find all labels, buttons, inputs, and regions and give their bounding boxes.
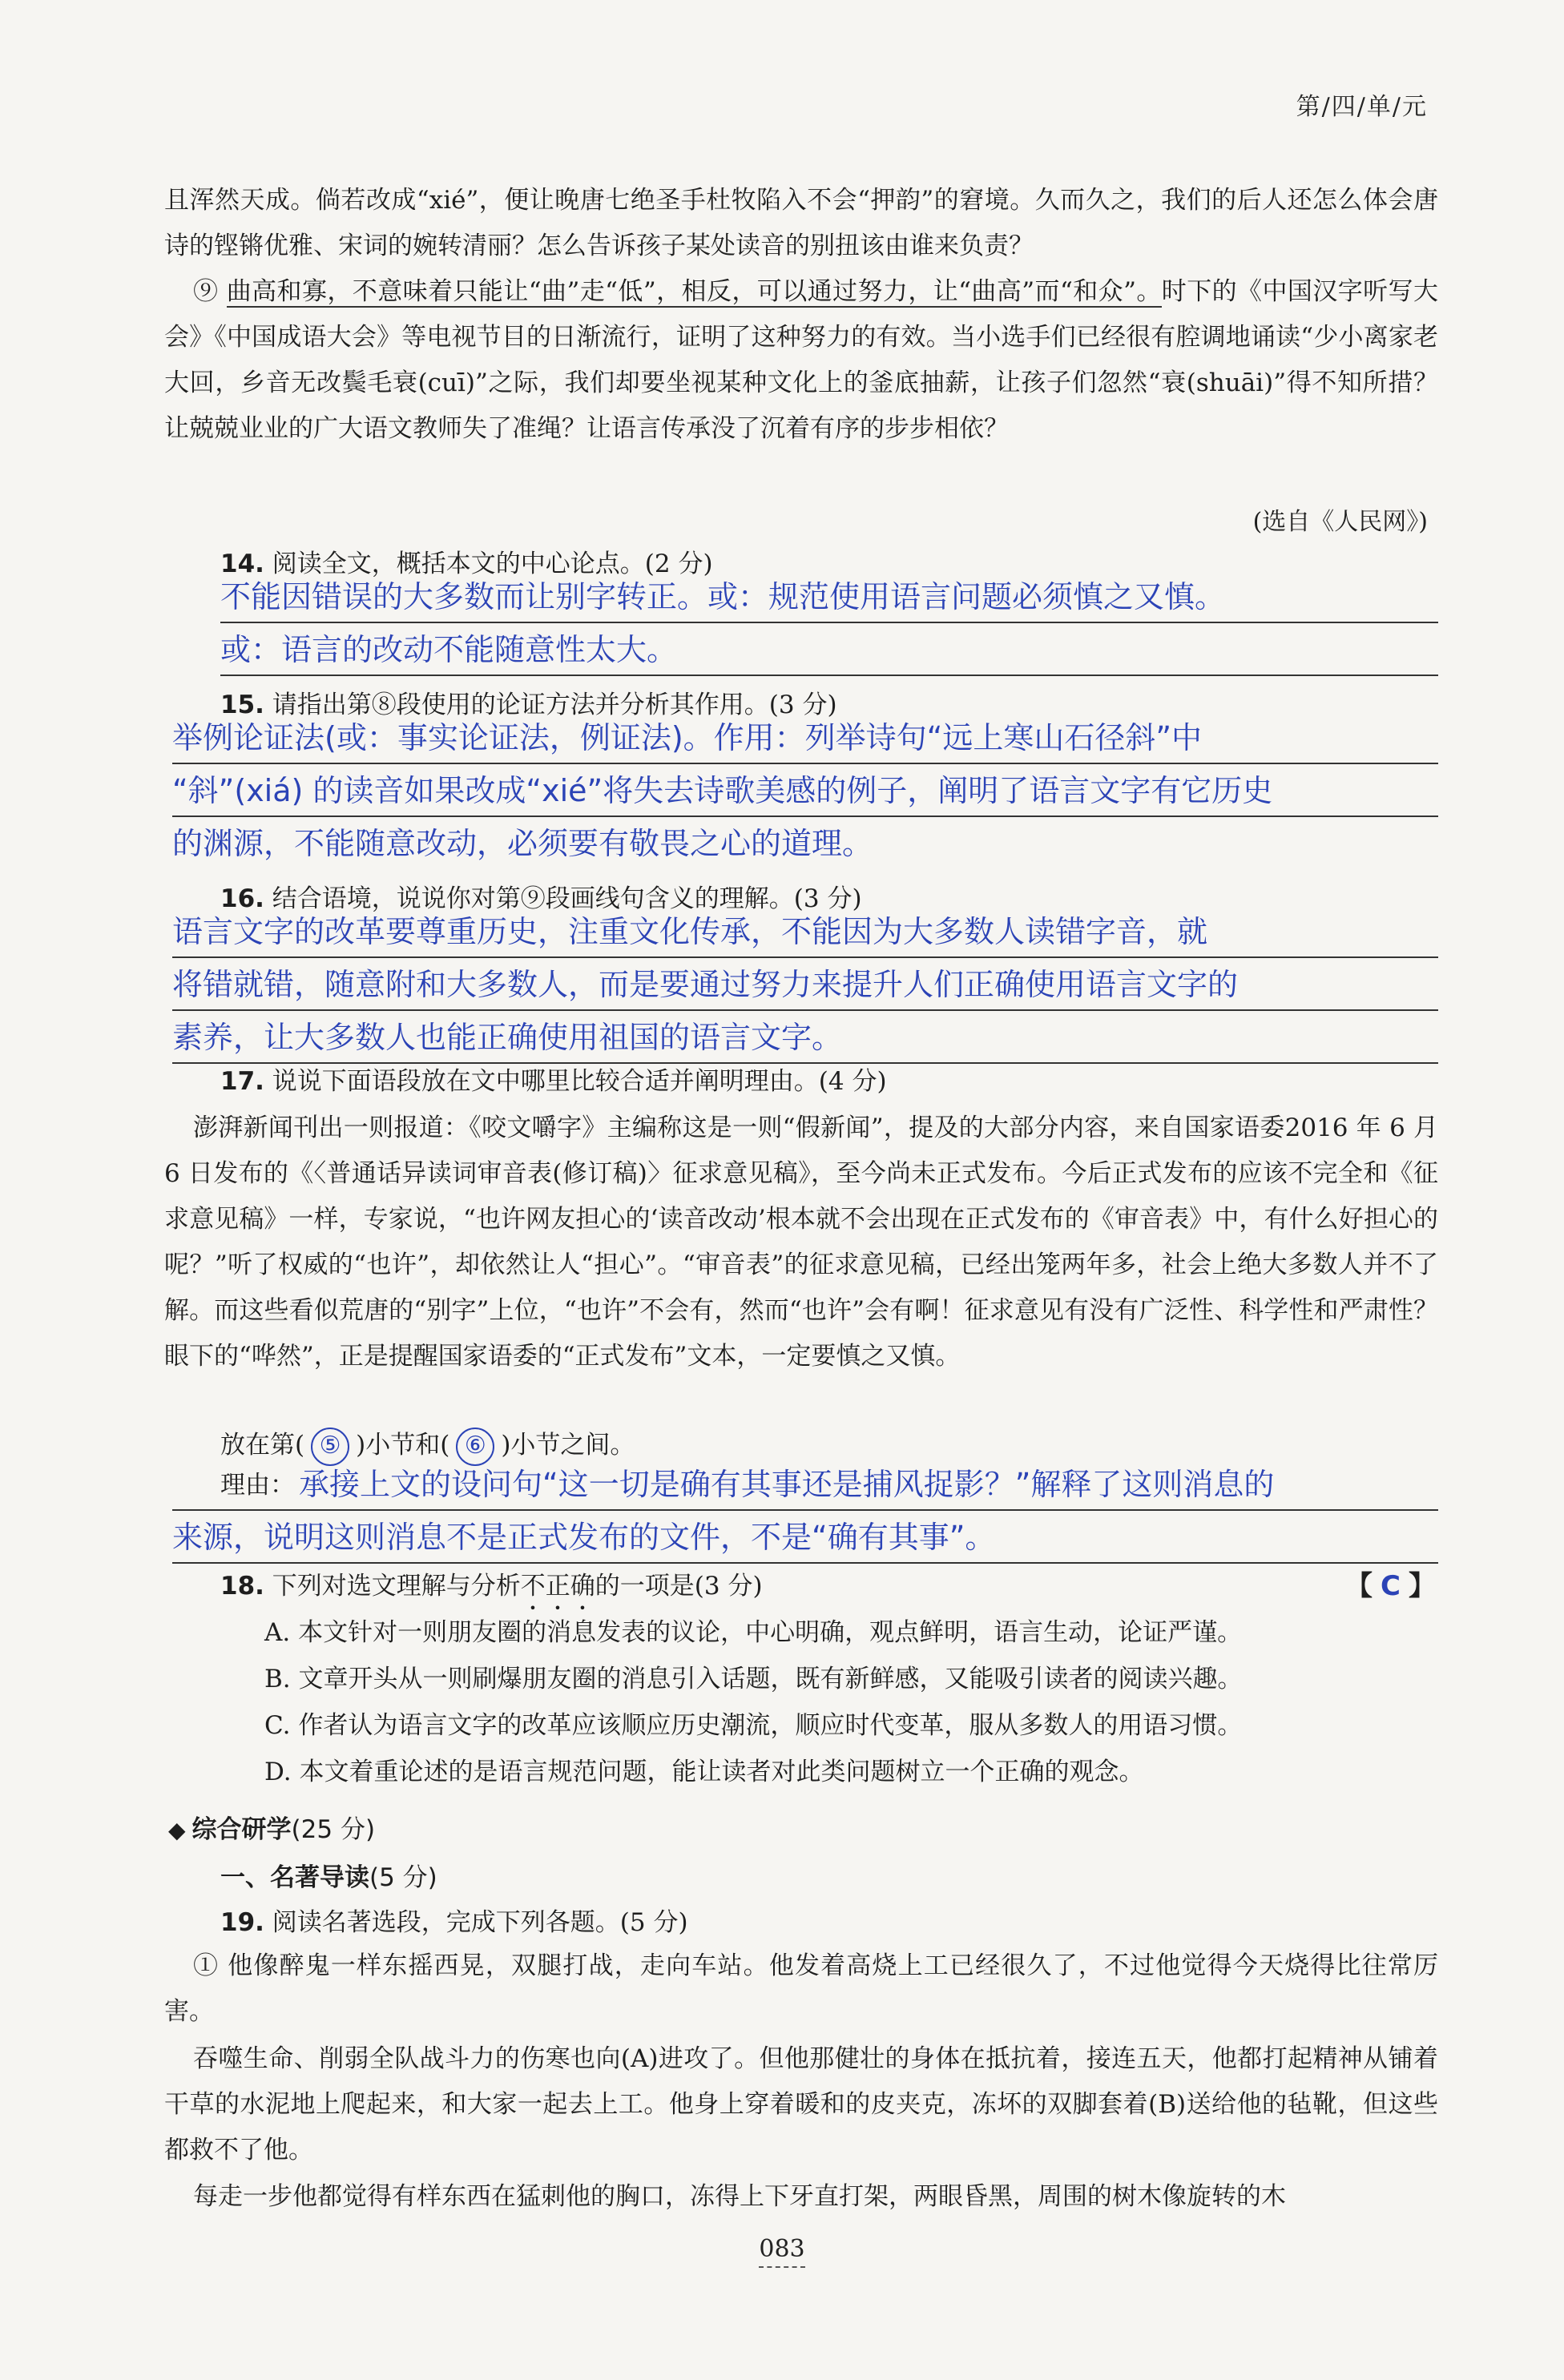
- bracket-close: 】: [1409, 1570, 1436, 1602]
- question-text: 阅读全文，概括本文的中心论点。(2 分): [272, 550, 713, 578]
- question-number: 14.: [220, 550, 264, 578]
- paragraph-marker: ⑨: [193, 277, 219, 306]
- question-19: [220, 1905, 1438, 1940]
- excerpt-paragraph-1: ① 他像醉鬼一样东摇西晃，双腿打战，走向车站。他发着高烧上工已经很久了，不过他觉得今天烧得比往常厉害。: [164, 1951, 1438, 2026]
- question-text: 阅读名著选段，完成下列各题。(5 分): [272, 1908, 688, 1937]
- question-17-excerpt: 澎湃新闻刊出一则报道：《咬文嚼字》主编称这是一则“假新闻”，提及的大部分内容，来自国家语委2016 年 6 月 6 日发布的《〈普通话异读词审音表(修订稿)〉征求意见稿》，至今尚未正式发布。今后正式发布的应该不完全和《征求意见稿》一样，专家说，“也许网友担心的‘读音改动’根本就不会出现在正式发布的《审音表》中，有什么好担心的呢？”听了权威的“也许”，却依然让人“担心”。“审音表”的征求意见稿，已经出笼两年多，社会上绝大多数人并不了解。而这些看似荒唐的“别字”上位，“也许”不会有，然而“也许”会有啊！征求意见有没有广泛性、科学性和严肃性？眼下的“哗然”，正是提醒国家语委的“正式发布”文本，一定要慎之又慎。: [164, 1113, 1438, 1371]
- excerpt-paragraph-3: 每走一步他都觉得有样东西在猛刺他的胸口，冻得上下牙直打架，两眼昏黑，周围的树木像旋转的木: [193, 2182, 1286, 2211]
- answer-line: 素养，让大多数人也能正确使用祖国的语言文字。: [172, 1011, 1438, 1064]
- answer-17-reason: [172, 1458, 1438, 1564]
- answer-line: 来源，说明这则消息不是正式发布的文件，不是“确有其事”。: [172, 1511, 1438, 1564]
- answer-line: 的渊源，不能随意改动，必须要有敬畏之心的道理。: [172, 826, 873, 861]
- answer-line: 承接上文的设问句“这一切是确有其事还是捕风捉影？”解释了这则消息的: [172, 1458, 1438, 1511]
- diamond-icon: ◆: [168, 1817, 186, 1843]
- section-heading: [168, 1809, 375, 1845]
- reason-label: 理由：: [220, 1471, 295, 1500]
- subsection-title: 一、名著导读: [220, 1863, 369, 1892]
- answer-section-a: ⑤: [311, 1428, 349, 1466]
- answer-14: [220, 570, 1438, 676]
- emphasis-text: 不正确: [520, 1572, 595, 1601]
- answer-bracket: [1345, 1564, 1436, 1603]
- question-18: [220, 1569, 1438, 1616]
- question-number: 18.: [220, 1572, 264, 1601]
- question-text: 结合语境，说说你对第⑨段画线句含义的理解。(3 分): [272, 884, 862, 913]
- placement-prefix: 放在第(: [220, 1431, 305, 1460]
- question-number: 15.: [220, 691, 264, 719]
- answer-16: [172, 905, 1438, 1064]
- option-c: C. 作者认为语言文字的改革应该顺应历史潮流，顺应时代变革，服从多数人的用语习惯。: [264, 1711, 1243, 1740]
- option-b: B. 文章开头从一则刷爆朋友圈的消息引入话题，既有新鲜感，又能吸引读者的阅读兴趣。: [264, 1665, 1243, 1693]
- answer-15: [172, 711, 1438, 868]
- question-text-a: 下列对选文理解与分析: [272, 1572, 521, 1601]
- question-number: 16.: [220, 884, 264, 913]
- paragraph-9-rest: 时下的《中国汉字听写大会》《中国成语大会》等电视节目的日渐流行，证明了这种努力的有效。当小选手们已经很有腔调地诵读“少小离家老大回，乡音无改鬓毛衰(cuī)”之际，我们却要坐视某种文化上的釜底抽薪，让孩子们忽然“衰(shuāi)”得不知所措？让兢兢业业的广大语文教师失了准绳？让语言传承没了沉着有序的步步相依？: [164, 277, 1438, 443]
- answer-line: 不能因错误的大多数而让别字转正。或：规范使用语言问题必须慎之又慎。: [220, 570, 1438, 623]
- section-title: 综合研学: [191, 1815, 292, 1844]
- question-text: 说说下面语段放在文中哪里比较合适并阐明理由。(4 分): [272, 1067, 887, 1096]
- question-text: 请指出第⑧段使用的论证方法并分析其作用。(3 分): [272, 691, 837, 719]
- unit-header: 第/四/单/元: [1296, 93, 1428, 121]
- option-a: A. 本文针对一则朋友圈的消息发表的议论，中心明确，观点鲜明，语言生动，论证严谨。: [264, 1618, 1243, 1647]
- question-number: 17.: [220, 1067, 264, 1096]
- subsection-score: (5 分): [369, 1863, 437, 1892]
- placement-mid: )小节和(: [356, 1431, 450, 1460]
- question-text-b: 的一项是(3 分): [595, 1572, 763, 1601]
- answer-section-b: ⑥: [456, 1428, 494, 1466]
- answer-line: “斜”(xiá) 的读音如果改成“xié”将失去诗歌美感的例子，阐明了语言文字有它历史: [172, 764, 1438, 817]
- question-number: 19.: [220, 1908, 264, 1937]
- option-d: D. 本文着重论述的是语言规范问题，能让读者对此类问题树立一个正确的观念。: [264, 1758, 1144, 1786]
- passage-paragraph-9: [164, 269, 1438, 452]
- bracket-open: 【: [1345, 1570, 1373, 1602]
- section-score: (25 分): [291, 1815, 376, 1844]
- excerpt-paragraph-2: 吞噬生命、削弱全队战斗力的伤寒也向(A)进攻了。但他那健壮的身体在抵抗着，接连五天，他都打起精神从铺着干草的水泥地上爬起来，和大家一起去上工。他身上穿着暖和的皮夹克，冻坏的双脚套着(B)送给他的毡靴，但这些都救不了他。: [164, 2044, 1438, 2165]
- passage-paragraph-8-end: 且浑然天成。倘若改成“xié”，便让晚唐七绝圣手杜牧陷入不会“押韵”的窘境。久而久之，我们的后人还怎么体会唐诗的铿锵优雅、宋词的婉转清丽？怎么告诉孩子某处读音的别扭该由谁来负责？: [164, 186, 1438, 260]
- source-citation: (选自《人民网》): [1252, 508, 1428, 536]
- answer-line: 将错就错，随意附和大多数人，而是要通过努力来提升人们正确使用语言文字的: [172, 958, 1438, 1011]
- question-17: [220, 1064, 1438, 1099]
- answer-line: 举例论证法(或：事实论证法，例证法)。作用：列举诗句“远上寒山石径斜”中: [172, 711, 1438, 764]
- page-number: 083: [0, 2235, 1564, 2268]
- answer-choice: C: [1381, 1570, 1401, 1602]
- underlined-sentence: 曲高和寡，不意味着只能让“曲”走“低”，相反，可以通过努力，让“曲高”而“和众”。: [226, 277, 1162, 306]
- answer-line: 语言文字的改革要尊重历史，注重文化传承，不能因为大多数人读错字音，就: [172, 905, 1438, 958]
- subsection-heading: [220, 1857, 437, 1893]
- placement-suffix: )小节之间。: [501, 1431, 635, 1460]
- answer-line: 或：语言的改动不能随意性太大。: [220, 623, 1438, 676]
